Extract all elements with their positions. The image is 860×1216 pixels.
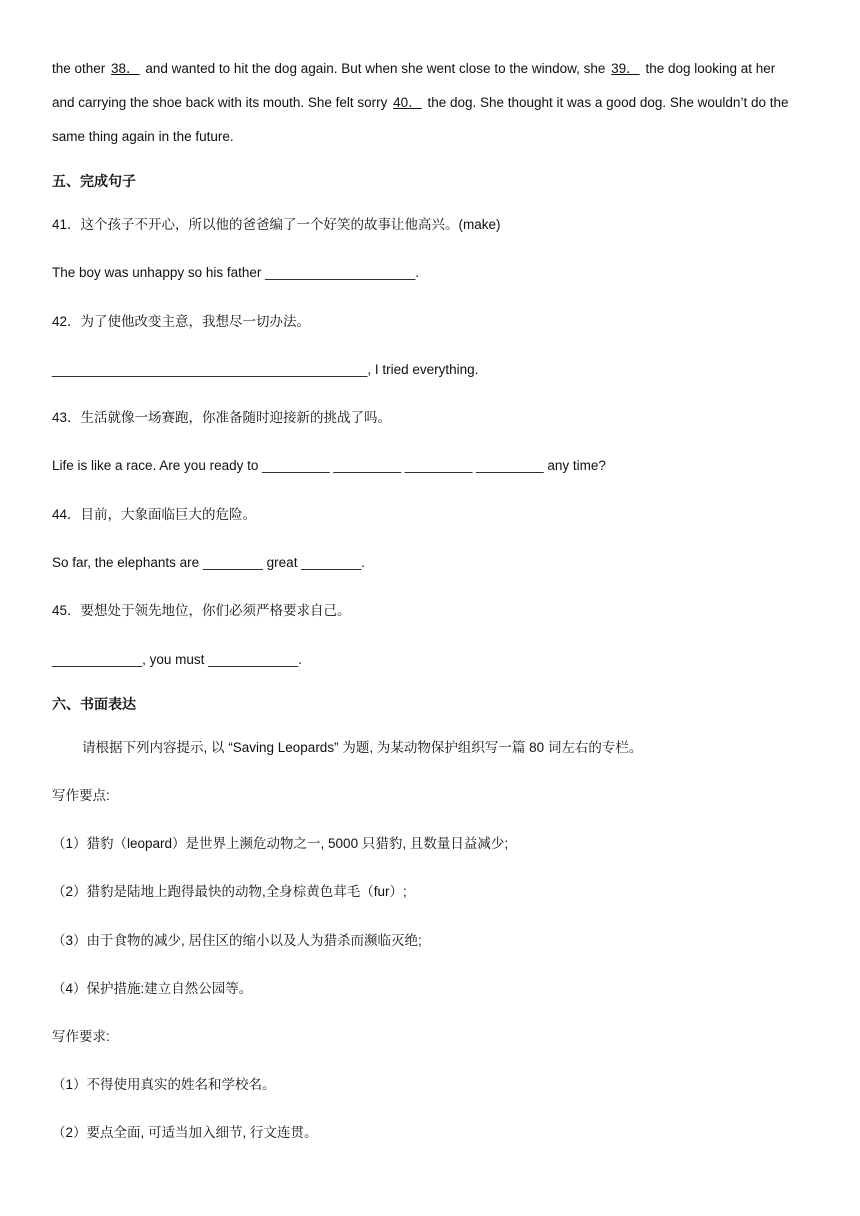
writing-point-1: （1）猎豹（leopard）是世界上濒危动物之一, 5000 只猎豹, 且数量日益减少; xyxy=(52,836,509,851)
question-41-answer-line: The boy was unhappy so his father ____________________. xyxy=(52,265,420,280)
writing-point-4: （4）保护措施:建立自然公园等。 xyxy=(52,981,253,996)
writing-requirements-label: 写作要求: xyxy=(52,1029,110,1044)
writing-point-3: （3）由于食物的减少, 居住区的缩小以及人为猎杀而濒临灭绝; xyxy=(52,933,422,948)
section-6-title: 六、书面表达 xyxy=(52,696,136,712)
writing-requirement-2: （2）要点全面, 可适当加入细节, 行文连贯。 xyxy=(52,1125,318,1140)
blank-40: 40． xyxy=(393,95,422,110)
passage-text: and wanted to hit the dog again. But when she went close to the window, she xyxy=(141,61,610,76)
writing-prompt: 请根据下列内容提示, 以 “Saving Leopards” 为题, 为某动物保护组织写一篇 80 词左右的专栏。 xyxy=(82,740,643,755)
question-43-prompt: 43．生活就像一场赛跑，你准备随时迎接新的挑战了吗。 xyxy=(52,410,392,425)
passage-line-1 xyxy=(52,59,775,79)
passage-text: the other xyxy=(52,61,110,76)
passage-text: the dog looking at her xyxy=(641,61,776,76)
blank-39: 39． xyxy=(611,61,640,76)
blank-38: 38． xyxy=(111,61,140,76)
passage-text: the dog. She thought it was a good dog. She wouldn’t do the xyxy=(423,95,789,110)
question-41-prompt: 41．这个孩子不开心，所以他的爸爸编了一个好笑的故事让他高兴。(make) xyxy=(52,217,501,232)
question-42-prompt: 42．为了使他改变主意，我想尽一切办法。 xyxy=(52,314,311,329)
question-45-answer-line: ____________, you must ____________. xyxy=(52,652,302,667)
passage-text: and carrying the shoe back with its mouth. She felt sorry xyxy=(52,95,392,110)
question-44-answer-line: So far, the elephants are ________ great ________. xyxy=(52,555,366,570)
writing-point-2: （2）猎豹是陆地上跑得最快的动物,全身棕黄色茸毛（fur）; xyxy=(52,884,407,899)
writing-points-label: 写作要点: xyxy=(52,788,110,803)
question-42-answer-line: __________________________________________, I tried everything. xyxy=(52,362,479,377)
passage-line-3: same thing again in the future. xyxy=(52,129,234,144)
writing-requirement-1: （1）不得使用真实的姓名和学校名。 xyxy=(52,1077,276,1092)
question-44-prompt: 44．目前，大象面临巨大的危险。 xyxy=(52,507,257,522)
passage-line-2 xyxy=(52,93,788,113)
question-45-prompt: 45．要想处于领先地位，你们必须严格要求自己。 xyxy=(52,603,351,618)
question-43-answer-line: Life is like a race. Are you ready to _________ _________ _________ _________ any time? xyxy=(52,458,606,473)
section-5-title: 五、完成句子 xyxy=(52,173,136,189)
